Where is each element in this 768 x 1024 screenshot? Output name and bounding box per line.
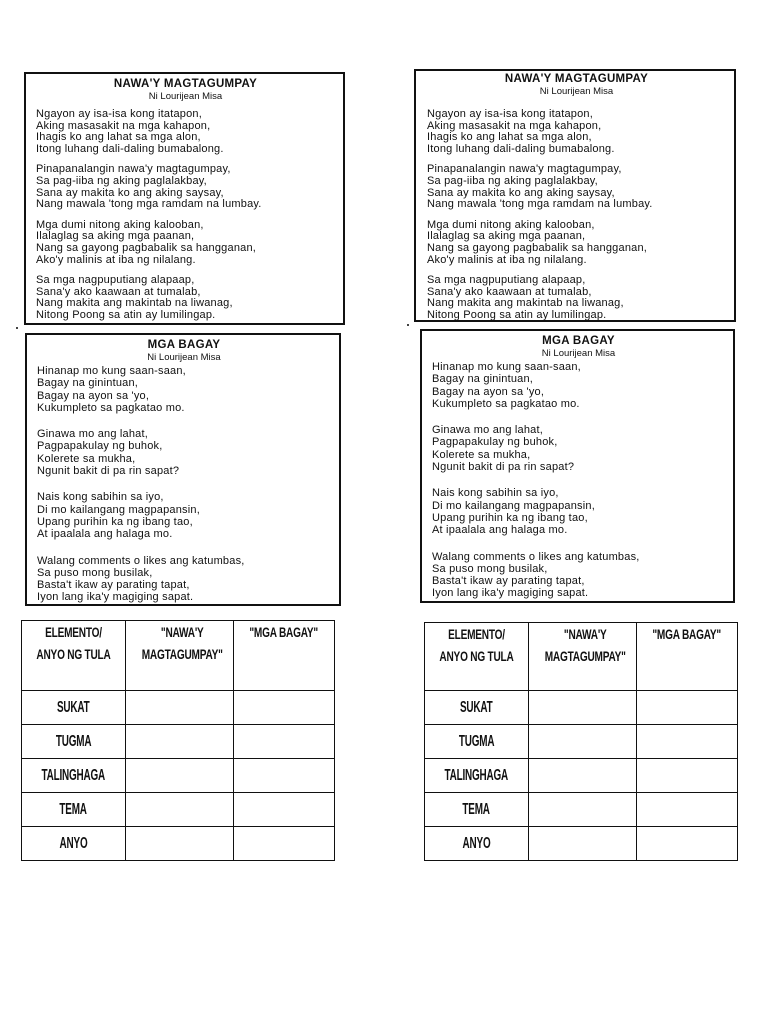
poem-title: NAWA'Y MAGTAGUMPAY — [504, 73, 649, 85]
stanza — [36, 164, 335, 210]
table-row — [22, 759, 335, 793]
poem-body — [36, 109, 335, 322]
poem-author: Ni Lourijean Misa — [147, 352, 221, 363]
answer-cell[interactable] — [637, 725, 738, 759]
answer-cell[interactable] — [126, 725, 234, 759]
poem-card-bagay-right — [420, 329, 735, 603]
poem-line: Ngunit bakit di pa rin sapat? — [37, 465, 180, 478]
stanza — [37, 555, 331, 604]
poem-line: Sa puso mong busilak, — [37, 566, 153, 579]
poem-line: Nitong Poong sa atin ay lumilingap. — [427, 308, 607, 321]
poem-line: Mga dumi nitong aking kalooban, — [36, 218, 204, 231]
poem-line: Iyon lang ika'y magiging sapat. — [37, 591, 194, 604]
poem-body — [37, 365, 331, 604]
poem-line: Bagay na ginintuan, — [432, 373, 534, 386]
answer-cell[interactable] — [637, 691, 738, 725]
answer-cell[interactable] — [234, 827, 335, 861]
poem-card-nawa-right — [414, 69, 736, 322]
poem-line: Nang makita ang makintab na liwanag, — [36, 297, 233, 310]
poem-line: Nang sa gayong pagbabalik sa hangganan, — [36, 241, 257, 254]
poem-line: Di mo kailangang magpapansin, — [37, 503, 200, 516]
poem-line: Hinanap mo kung saan-saan, — [432, 361, 581, 373]
poem-line: Kukumpleto sa pagkatao mo. — [432, 397, 580, 410]
poem-title: MGA BAGAY — [542, 335, 615, 347]
answer-cell[interactable] — [637, 827, 738, 861]
poem-line: Kolerete sa mukha, — [432, 448, 531, 461]
poem-line: Pinapanalangin nawa'y magtagumpay, — [36, 163, 231, 176]
table-row — [425, 725, 738, 759]
poem-card-bagay-left — [25, 333, 341, 606]
poem-line: Walang comments o likes ang katumbas, — [432, 550, 640, 563]
row-label: TALINGHAGA — [425, 759, 529, 793]
stanza — [432, 487, 725, 536]
poem-line: Ako'y malinis at iba ng nilalang. — [427, 253, 587, 266]
table-row — [425, 827, 738, 861]
poem-line: Ihagis ko ang lahat sa mga alon, — [36, 131, 201, 144]
stanza — [432, 361, 725, 410]
row-label: SUKAT — [22, 691, 126, 725]
poem-line: At ipaalala ang halaga mo. — [432, 524, 568, 537]
stanza — [427, 275, 726, 321]
answer-cell[interactable] — [234, 725, 335, 759]
poem-line: Nang mawala 'tong mga ramdam na lumbay. — [36, 198, 262, 211]
poem-line: Ihagis ko ang lahat sa mga alon, — [427, 131, 592, 144]
poem-line: Nais kong sabihin sa iyo, — [37, 491, 164, 504]
poem-line: Nais kong sabihin sa iyo, — [432, 487, 559, 500]
stray-mark — [407, 324, 409, 326]
poem-line: Ngayon ay isa-isa kong itatapon, — [36, 108, 202, 120]
poem-line: Upang purihin ka ng ibang tao, — [37, 515, 193, 528]
poem-line: Iyon lang ika'y magiging sapat. — [432, 587, 589, 600]
stanza — [432, 551, 725, 600]
row-label: ANYO — [22, 827, 126, 861]
poem-line: Sa pag-iiba ng aking paglalakbay, — [427, 174, 598, 187]
table-row — [425, 793, 738, 827]
stanza — [36, 275, 335, 321]
element-table-left — [21, 620, 335, 861]
header-bagay: "MGA BAGAY" — [234, 621, 335, 691]
stanza — [36, 220, 335, 266]
answer-cell[interactable] — [529, 759, 637, 793]
answer-cell[interactable] — [234, 691, 335, 725]
header-nawa: "NAWA'Y MAGTAGUMPAY" — [126, 621, 234, 691]
table-row — [22, 691, 335, 725]
answer-cell[interactable] — [234, 759, 335, 793]
answer-cell[interactable] — [234, 793, 335, 827]
poem-title: MGA BAGAY — [147, 339, 221, 351]
row-label: SUKAT — [425, 691, 529, 725]
table-row — [22, 793, 335, 827]
poem-line: At ipaalala ang halaga mo. — [37, 528, 173, 541]
answer-cell[interactable] — [126, 827, 234, 861]
poem-line: Hinanap mo kung saan-saan, — [37, 365, 186, 377]
table-row — [22, 725, 335, 759]
poem-body — [427, 109, 726, 322]
poem-line: Nitong Poong sa atin ay lumilingap. — [36, 308, 216, 321]
poem-line: Ngunit bakit di pa rin sapat? — [432, 461, 575, 474]
row-label: TUGMA — [22, 725, 126, 759]
row-label: TEMA — [22, 793, 126, 827]
header-elemento: ELEMENTO/ ANYO NG TULA — [22, 621, 126, 691]
poem-line: Kolerete sa mukha, — [37, 452, 136, 465]
poem-line: Bagay na ginintuan, — [37, 377, 139, 390]
answer-cell[interactable] — [126, 759, 234, 793]
answer-cell[interactable] — [126, 691, 234, 725]
poem-line: Pinapanalangin nawa'y magtagumpay, — [427, 163, 622, 176]
poem-line: Sa mga nagpuputiang alapaap, — [427, 274, 586, 287]
poem-body — [432, 361, 725, 600]
poem-line: Sa mga nagpuputiang alapaap, — [36, 274, 195, 287]
poem-line: Ilalaglag sa aking mga paanan, — [36, 230, 195, 243]
row-label: ANYO — [425, 827, 529, 861]
poem-line: Bagay na ayon sa 'yo, — [37, 389, 150, 402]
poem-line: Nang sa gayong pagbabalik sa hangganan, — [427, 241, 648, 254]
stanza — [427, 109, 726, 155]
poem-line: Ginawa mo ang lahat, — [432, 424, 544, 437]
poem-line: Pagpapakulay ng buhok, — [432, 436, 558, 449]
poem-line: Ilalaglag sa aking mga paanan, — [427, 230, 586, 243]
poem-line: Walang comments o likes ang katumbas, — [37, 554, 245, 567]
stray-mark — [16, 327, 18, 329]
poem-line: Sa puso mong busilak, — [432, 562, 548, 575]
poem-line: Sana'y ako kaawaan at tumalab, — [427, 285, 592, 298]
poem-line: Itong luhang dali-daling bumabalong. — [36, 142, 224, 155]
poem-line: Ngayon ay isa-isa kong itatapon, — [427, 108, 593, 120]
stanza — [37, 491, 331, 540]
poem-line: Kukumpleto sa pagkatao mo. — [37, 401, 185, 414]
poem-title: NAWA'Y MAGTAGUMPAY — [113, 78, 258, 90]
table-row — [22, 827, 335, 861]
poem-line: Ako'y malinis at iba ng nilalang. — [36, 253, 196, 266]
answer-cell[interactable] — [529, 793, 637, 827]
stanza — [36, 109, 335, 155]
poem-line: Aking masasakit na mga kahapon, — [36, 119, 211, 132]
table-row — [425, 691, 738, 725]
poem-line: Basta't ikaw ay parating tapat, — [432, 575, 585, 588]
answer-cell[interactable] — [637, 793, 738, 827]
poem-card-nawa-left — [24, 72, 345, 325]
poem-author: Ni Lourijean Misa — [539, 86, 614, 97]
poem-line: Ginawa mo ang lahat, — [37, 428, 149, 441]
poem-line: Itong luhang dali-daling bumabalong. — [427, 142, 615, 155]
poem-author: Ni Lourijean Misa — [148, 91, 223, 102]
header-nawa: "NAWA'Y MAGTAGUMPAY" — [529, 623, 637, 691]
poem-line: Sa pag-iiba ng aking paglalakbay, — [36, 174, 207, 187]
poem-line: Nang mawala 'tong mga ramdam na lumbay. — [427, 198, 653, 211]
poem-line: Sana ay makita ko ang aking saysay, — [427, 186, 615, 199]
poem-line: Di mo kailangang magpapansin, — [432, 499, 595, 512]
row-label: TALINGHAGA — [22, 759, 126, 793]
answer-cell[interactable] — [126, 793, 234, 827]
answer-cell[interactable] — [529, 827, 637, 861]
header-elemento: ELEMENTO/ ANYO NG TULA — [425, 623, 529, 691]
answer-cell[interactable] — [529, 725, 637, 759]
answer-cell[interactable] — [637, 759, 738, 793]
poem-author: Ni Lourijean Misa — [541, 348, 616, 359]
stanza — [432, 424, 725, 473]
stanza — [427, 164, 726, 210]
header-bagay: "MGA BAGAY" — [637, 623, 738, 691]
stanza — [37, 428, 331, 477]
poem-line: Bagay na ayon sa 'yo, — [432, 385, 545, 398]
row-label: TUGMA — [425, 725, 529, 759]
poem-line: Upang purihin ka ng ibang tao, — [432, 511, 588, 524]
poem-line: Pagpapakulay ng buhok, — [37, 440, 163, 453]
stanza — [37, 365, 331, 414]
poem-line: Sana ay makita ko ang aking saysay, — [36, 186, 224, 199]
stanza — [427, 220, 726, 266]
poem-line: Basta't ikaw ay parating tapat, — [37, 579, 190, 592]
poem-line: Nang makita ang makintab na liwanag, — [427, 297, 624, 310]
poem-line: Mga dumi nitong aking kalooban, — [427, 218, 595, 231]
answer-cell[interactable] — [529, 691, 637, 725]
poem-line: Sana'y ako kaawaan at tumalab, — [36, 285, 201, 298]
element-table-right — [424, 622, 738, 861]
table-row — [425, 759, 738, 793]
poem-line: Aking masasakit na mga kahapon, — [427, 119, 602, 132]
row-label: TEMA — [425, 793, 529, 827]
